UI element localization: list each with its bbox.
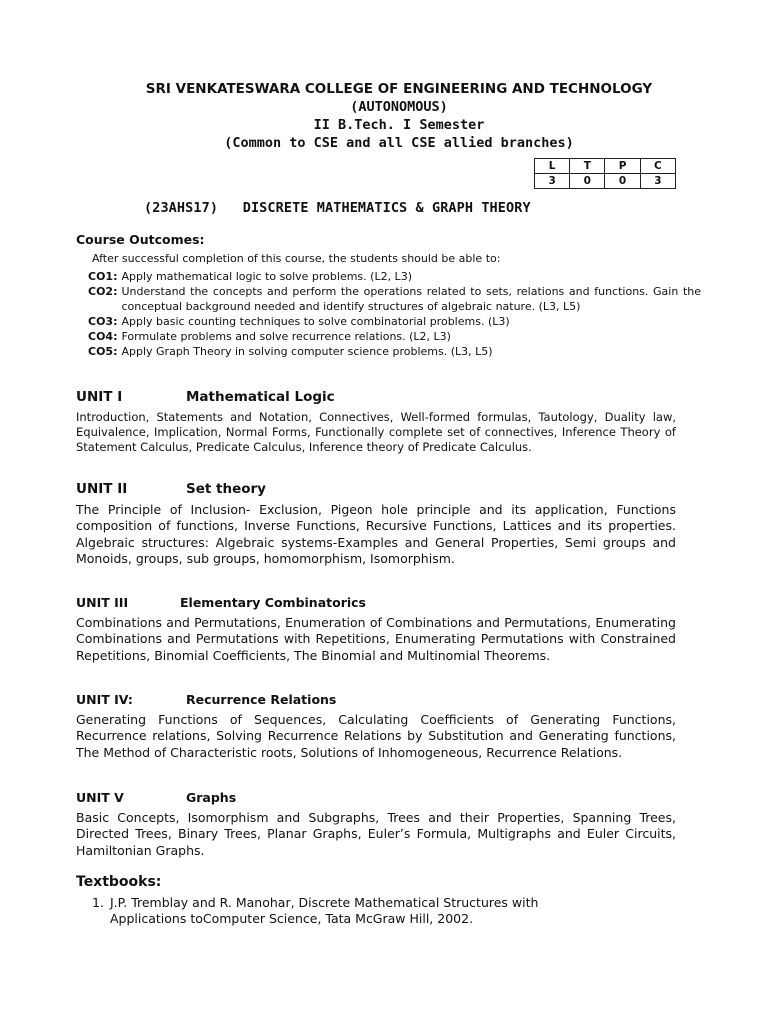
autonomous-label: (AUTONOMOUS): [350, 99, 448, 115]
unit-label: UNIT II: [76, 481, 128, 497]
course-outcomes-list: [88, 269, 701, 359]
ltpc-value-row: [535, 174, 676, 189]
list-item: [88, 284, 701, 314]
unit-title: Elementary Combinatorics: [180, 595, 366, 610]
course-outcomes-intro: After successful completion of this course, the students should be able to:: [92, 252, 501, 265]
unit-label: UNIT I: [76, 389, 123, 405]
unit-title: Graphs: [186, 790, 237, 805]
unit-label: UNIT V: [76, 790, 124, 805]
unit-body: Basic Concepts, Isomorphism and Subgraphs, Trees and their Properties, Spanning Trees, Directed Trees, Binary Trees, Planar Graphs, Euler’s Formula, Multigraphs and Euler Circuits, Hamiltonian Graphs.: [76, 810, 676, 858]
outcome-text: Apply basic counting techniques to solve combinatorial problems. (L3): [121, 315, 510, 328]
list-item: [92, 895, 632, 927]
unit-heading: [76, 595, 366, 610]
document-header: [76, 80, 676, 152]
outcome-code: CO1:: [88, 270, 118, 283]
unit-body: The Principle of Inclusion- Exclusion, Pigeon hole principle and its application, Functions composition of functions, Inverse Functions, Recursive Functions, Lattices and its properties. Algebraic structures: Algebraic systems-Examples and General Properties, Semi groups and Monoids, groups, sub groups, homomorphism, Isomorphism.: [76, 502, 676, 566]
outcome-text: Apply Graph Theory in solving computer science problems. (L3, L5): [121, 345, 493, 358]
unit-label: UNIT IV:: [76, 692, 133, 707]
unit-title: Set theory: [186, 481, 266, 497]
outcome-text: Understand the concepts and perform the operations related to sets, relations and functions. Gain the conceptual background needed and identify structures of algebraic nature. (L3, L5): [121, 285, 701, 313]
ltpc-header-cell: L: [535, 159, 570, 174]
list-item: [88, 344, 701, 359]
unit-body: Generating Functions of Sequences, Calculating Coefficients of Generating Functions, Recurrence relations, Solving Recurrence Relations by Substitution and Generating functions, The Method of Characteristic roots, Solutions of Inhomogeneous, Recurrence Relations.: [76, 712, 676, 760]
unit-body: Introduction, Statements and Notation, Connectives, Well-formed formulas, Tautology, Duality law, Equivalence, Implication, Normal Forms, Functionally complete set of connectives, Inference Theory of Statement Calculus, Predicate Calculus, Inference theory of Predicate Calculus.: [76, 410, 676, 454]
unit-heading: [76, 389, 335, 405]
unit-heading: [76, 790, 237, 805]
ltpc-value-cell: 3: [640, 174, 675, 189]
ltpc-header-row: [535, 159, 676, 174]
ltpc-header-cell: C: [640, 159, 675, 174]
ltpc-table: [534, 158, 676, 189]
outcome-text: Apply mathematical logic to solve problems. (L2, L3): [121, 270, 412, 283]
textbooks-heading: Textbooks:: [76, 874, 162, 890]
branches-label: (Common to CSE and all CSE allied branches): [224, 135, 574, 151]
course-title: (23AHS17) DISCRETE MATHEMATICS & GRAPH THEORY: [144, 200, 531, 216]
list-item: [88, 269, 701, 284]
ltpc-value-cell: 0: [605, 174, 640, 189]
outcome-code: CO4:: [88, 330, 118, 343]
textbook-line: J.P. Tremblay and R. Manohar, Discrete Mathematical Structures with: [110, 895, 539, 910]
outcome-text: Formulate problems and solve recurrence relations. (L2, L3): [121, 330, 451, 343]
ltpc-value-cell: 3: [535, 174, 570, 189]
unit-body: Combinations and Permutations, Enumeration of Combinations and Permutations, Enumerating Combinations and Permutations with Repetitions, Enumerating Permutations with Constrained Repetitions, Binomial Coefficients, The Binomial and Multinomial Theorems.: [76, 615, 676, 663]
ltpc-value-cell: 0: [570, 174, 605, 189]
list-item: [88, 314, 701, 329]
ltpc-header-cell: T: [570, 159, 605, 174]
unit-title: Mathematical Logic: [186, 389, 335, 405]
unit-heading: [76, 692, 337, 707]
course-outcomes-heading: Course Outcomes:: [76, 232, 205, 247]
textbook-line: Applications toComputer Science, Tata McGraw Hill, 2002.: [110, 911, 474, 926]
college-name: SRI VENKATESWARA COLLEGE OF ENGINEERING AND TECHNOLOGY: [145, 81, 653, 97]
semester-label: II B.Tech. I Semester: [313, 117, 485, 133]
list-item: [88, 329, 701, 344]
outcome-code: CO2:: [88, 285, 118, 298]
outcome-code: CO3:: [88, 315, 118, 328]
outcome-code: CO5:: [88, 345, 118, 358]
ltpc-header-cell: P: [605, 159, 640, 174]
unit-heading: [76, 481, 266, 497]
unit-title: Recurrence Relations: [186, 692, 337, 707]
unit-label: UNIT III: [76, 595, 129, 610]
textbook-number: 1.: [92, 895, 104, 910]
syllabus-page: [76, 80, 701, 926]
